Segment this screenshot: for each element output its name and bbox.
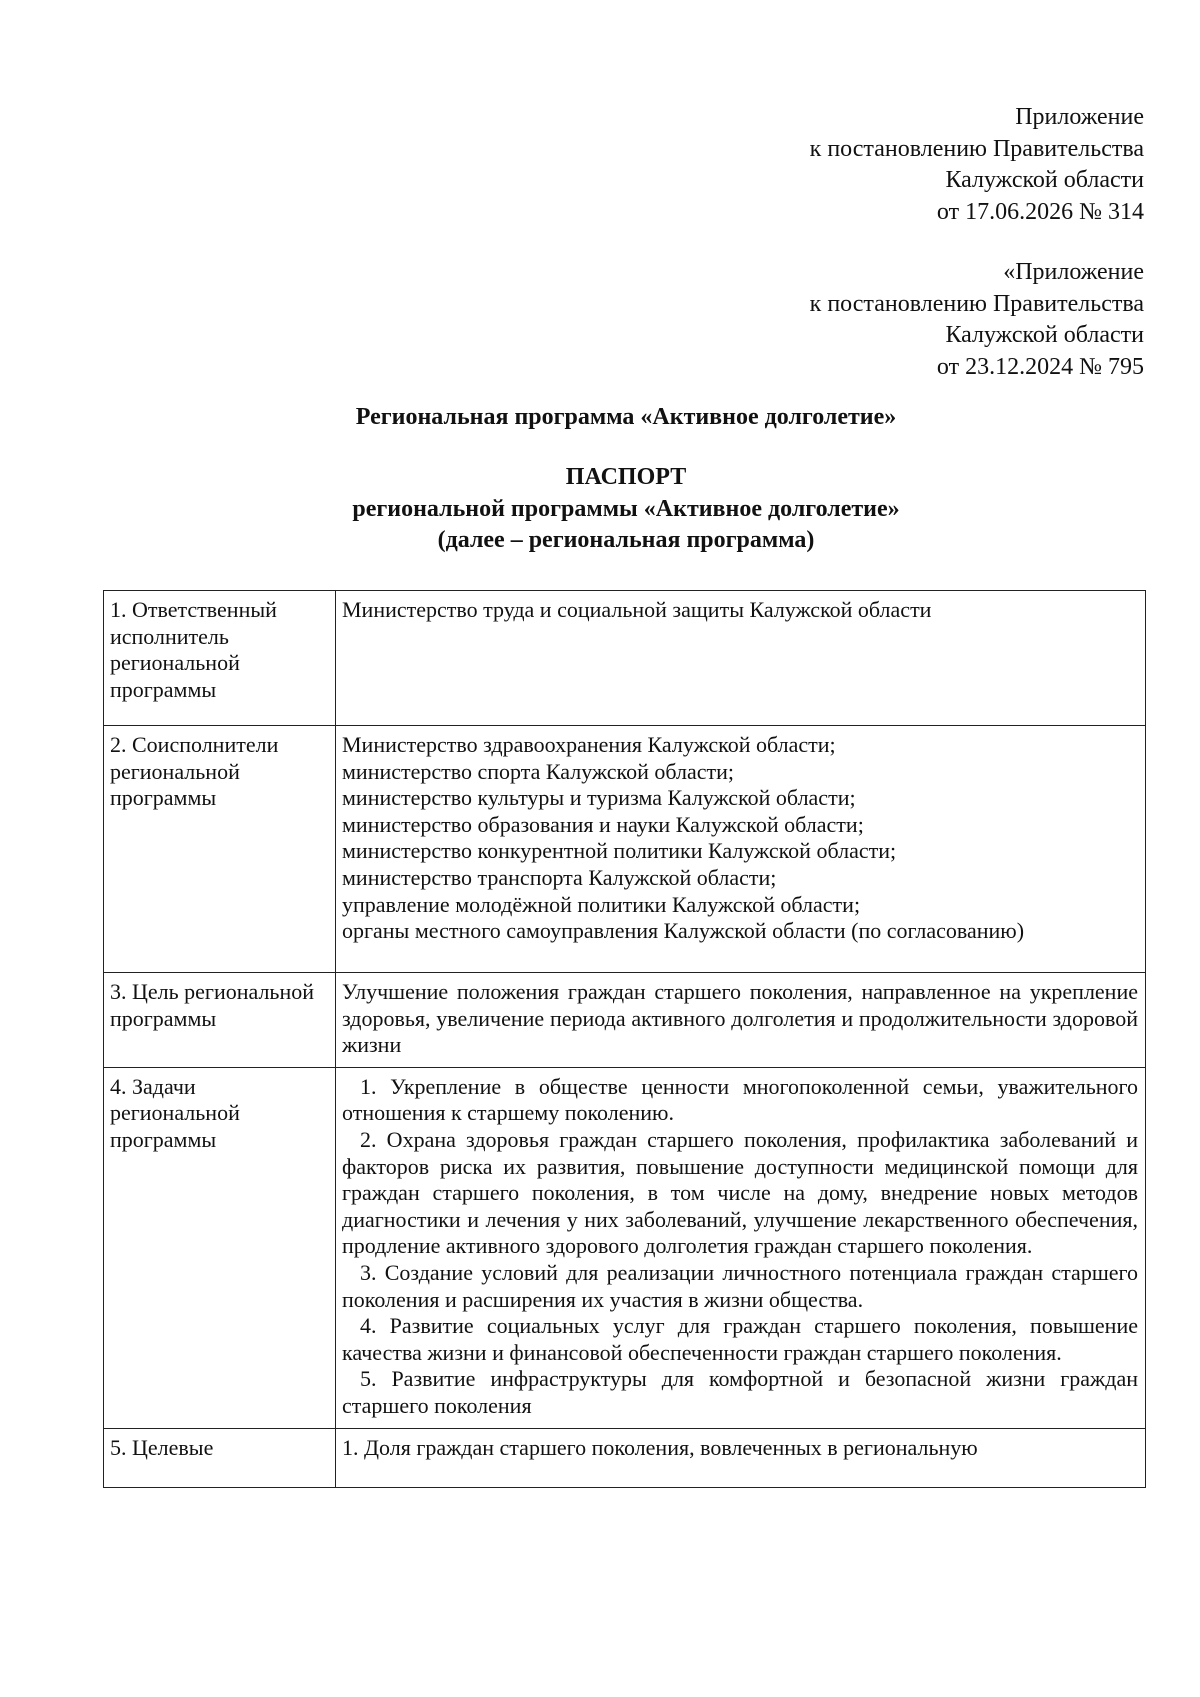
co-executor-item: министерство спорта Калужской области; bbox=[342, 758, 734, 784]
table-row bbox=[104, 726, 1146, 973]
passport-title: ПАСПОРТ bbox=[565, 464, 687, 490]
row-value: Министерство труда и социальной защиты Калужской области bbox=[336, 591, 1146, 726]
appendix-line: «Приложение bbox=[1003, 259, 1144, 285]
appendix-line: Калужской области bbox=[945, 322, 1144, 348]
task-item: 1. Укрепление в обществе ценности многопоколенной семьи, уважительного отношения к старшему поколению. bbox=[342, 1073, 1138, 1126]
appendix-line: к постановлению Правительства bbox=[809, 135, 1144, 162]
co-executor-item: министерство транспорта Калужской области; bbox=[342, 864, 777, 890]
program-title: Региональная программа «Активное долголетие» bbox=[355, 404, 897, 430]
appendix-date-number: от 17.06.2026 № 314 bbox=[936, 198, 1144, 225]
appendix-date-number: от 23.12.2024 № 795 bbox=[936, 353, 1144, 380]
appendix-line: к постановлению Правительства bbox=[809, 290, 1144, 317]
task-item: 4. Развитие социальных услуг для граждан старшего поколения, повышение качества жизни и финансовой обеспеченности граждан старшего поколения. bbox=[342, 1313, 1138, 1365]
passport-subtitle-note: (далее – региональная программа) bbox=[437, 527, 815, 553]
table-row bbox=[104, 591, 1146, 726]
appendix-line: Калужской области bbox=[945, 167, 1144, 193]
row-label: 1. Ответственный исполнитель региональной программы bbox=[104, 591, 336, 726]
table-row bbox=[104, 973, 1146, 1068]
co-executor-item: министерство конкурентной политики Калужской области; bbox=[342, 838, 897, 864]
row-label: 4. Задачи региональной программы bbox=[104, 1067, 336, 1428]
co-executor-item: министерство культуры и туризма Калужской области; bbox=[342, 785, 856, 811]
appendix-line: Приложение bbox=[1015, 104, 1144, 130]
row-value: 1. Доля граждан старшего поколения, вовлеченных в региональную bbox=[336, 1428, 1146, 1487]
task-item: 2. Охрана здоровья граждан старшего поколения, профилактика заболеваний и факторов риска их развития, повышение доступности медицинской помощи для граждан старшего поколения, в том числе на дому, внедрение новых методов диагностики и лечения у них заболеваний, улучшение лекарственного обеспечения, продление активного здорового долголетия граждан старшего поколения. bbox=[342, 1126, 1138, 1259]
appendix-current-block bbox=[810, 102, 1144, 228]
passport-table bbox=[103, 590, 1146, 1488]
co-executor-item: управление молодёжной политики Калужской области; bbox=[342, 891, 861, 917]
table-row bbox=[104, 1428, 1146, 1487]
task-item: 3. Создание условий для реализации личностного потенциала граждан старшего поколения и расширения их участия в жизни общества. bbox=[342, 1259, 1138, 1312]
row-label: 5. Целевые bbox=[104, 1428, 336, 1487]
row-value bbox=[336, 1067, 1146, 1428]
co-executor-item: министерство образования и науки Калужской области; bbox=[342, 811, 864, 837]
co-executor-item: Министерство здравоохранения Калужской области; bbox=[342, 732, 836, 757]
appendix-previous-block bbox=[810, 257, 1144, 383]
row-label: 2. Соисполнители региональной программы bbox=[104, 726, 336, 973]
co-executor-item: органы местного самоуправления Калужской области (по согласованию) bbox=[342, 918, 1025, 944]
table-row bbox=[104, 1067, 1146, 1428]
row-value bbox=[336, 726, 1146, 973]
row-label: 3. Цель региональной программы bbox=[104, 973, 336, 1068]
row-value: Улучшение положения граждан старшего поколения, направленное на укрепление здоровья, увеличение периода активного долголетия и продолжительности здоровой жизни bbox=[336, 973, 1146, 1068]
passport-subtitle: региональной программы «Активное долголетие» bbox=[352, 496, 900, 522]
task-item: 5. Развитие инфраструктуры для комфортной и безопасной жизни граждан старшего поколения bbox=[342, 1366, 1138, 1418]
